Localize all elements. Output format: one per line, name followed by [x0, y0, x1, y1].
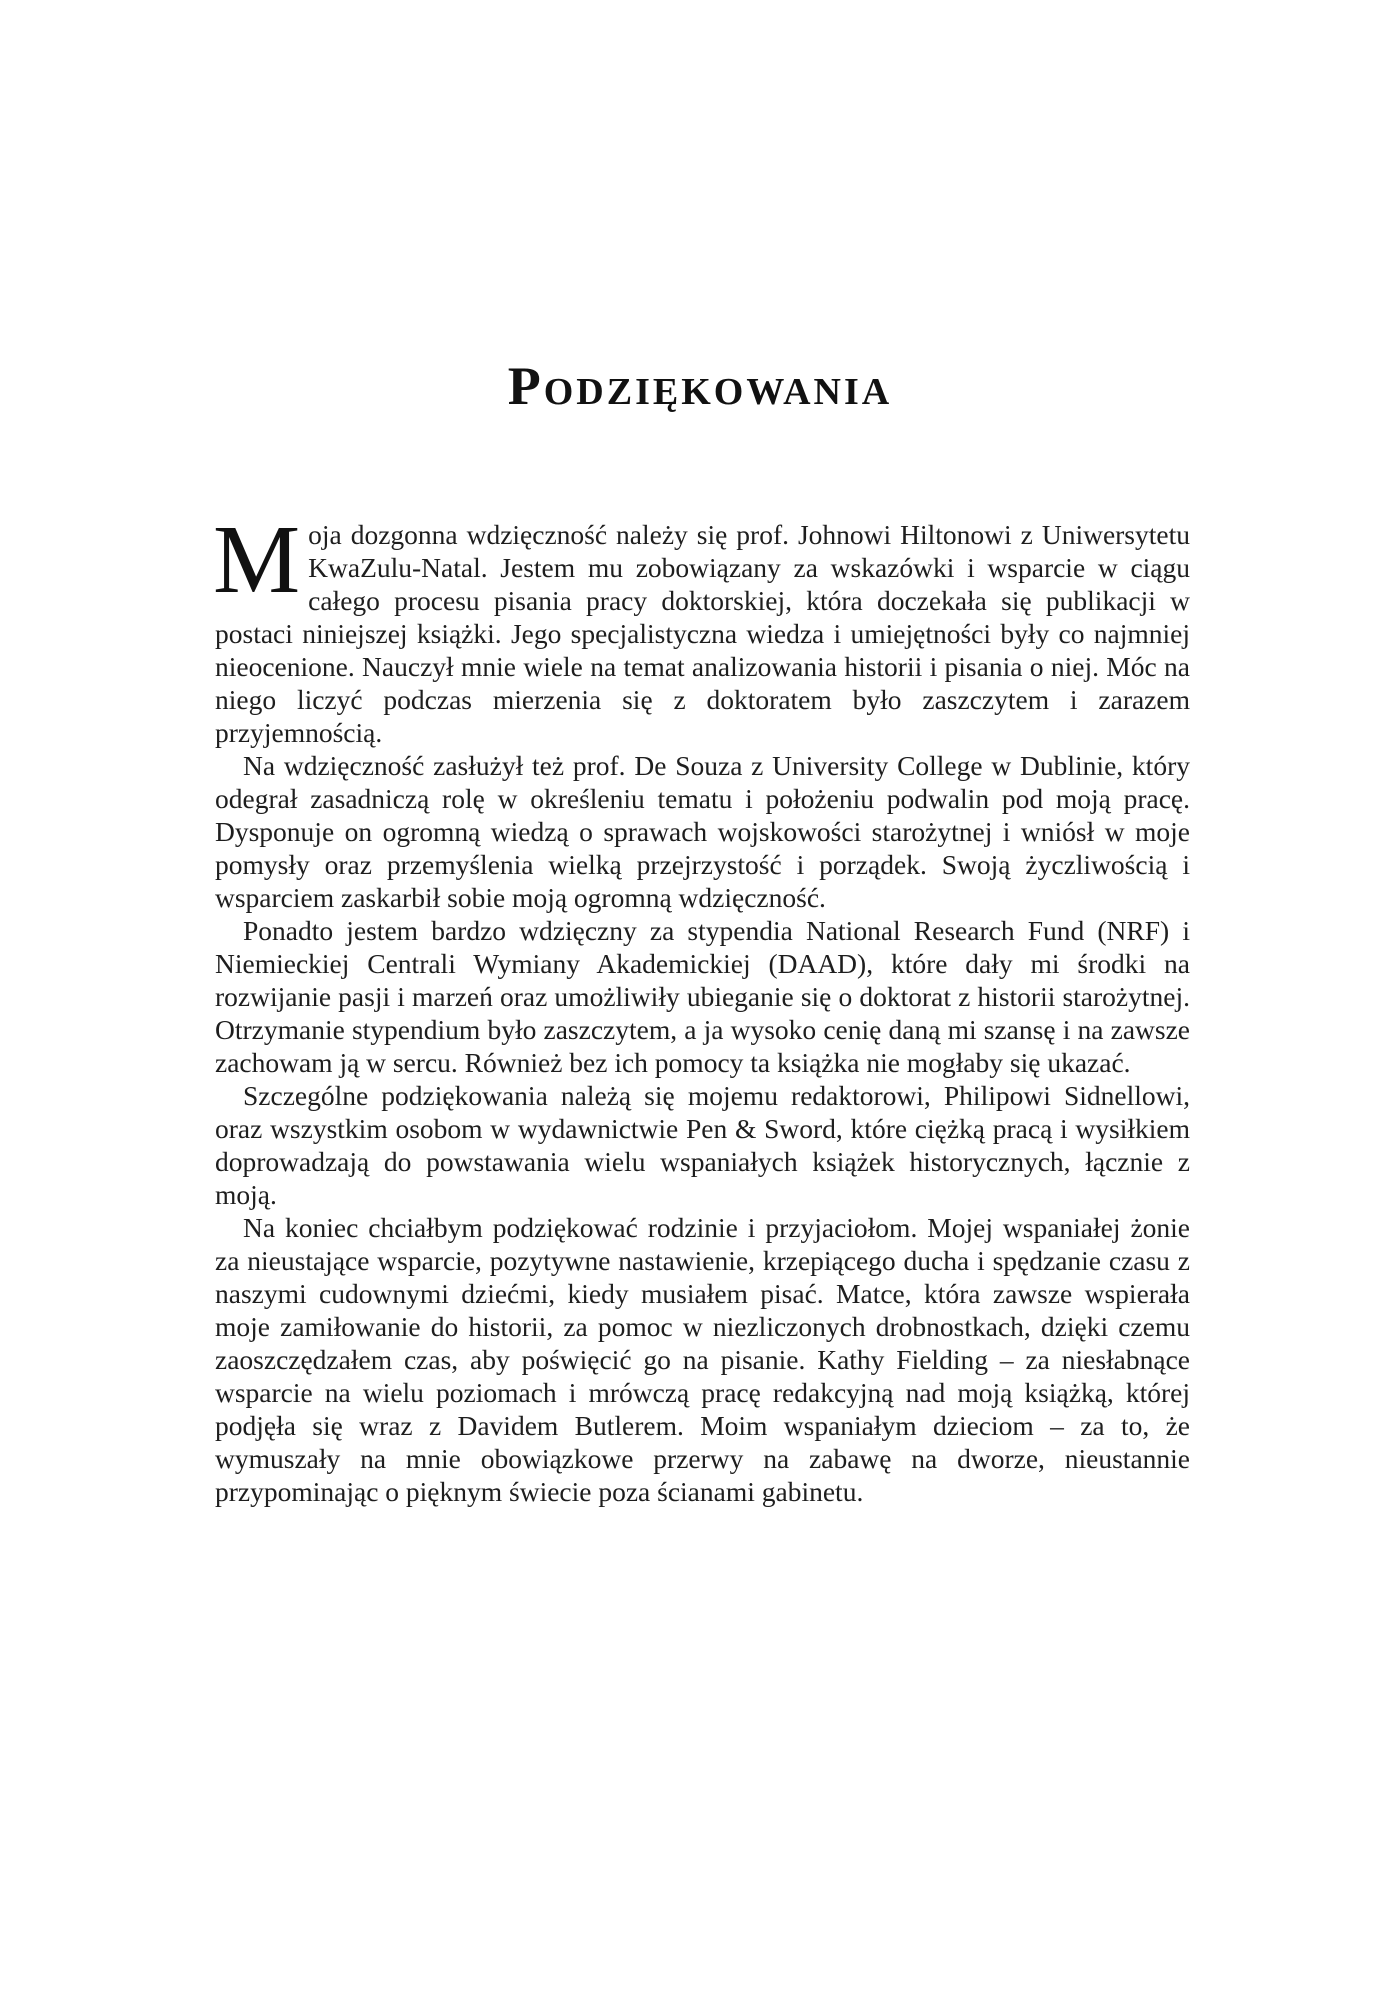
paragraph-1 — [213, 506, 1190, 749]
drop-cap: M — [213, 506, 301, 614]
paragraph-1-text: oja dozgonna wdzięczność należy się prof. Johnowi Hiltonowi z Uniwersytetu KwaZulu-Natal. Jestem mu zobowiązany za wskazówki i wsparcie w ciągu całego procesu pisania pracy doktorskiej, która doczekała się publikacji w postaci niniejszej książki. Jego specjalistyczna wiedza i umiejętności były co najmniej nieocenione. Nauczył mnie wiele na temat analizowania historii i pisania o niej. Móc na niego liczyć podczas mierzenia się z doktoratem było zaszczytem i zarazem przyjemnością. — [215, 519, 1190, 748]
paragraph-5: Na koniec chciałbym podziękować rodzinie i przyjaciołom. Mojej wspaniałej żonie za nieustające wsparcie, pozytywne nastawienie, krzepiącego ducha i spędzanie czasu z naszymi cudownymi dziećmi, kiedy musiałem pisać. Matce, która zawsze wspierała moje zamiłowanie do historii, za pomoc w niezliczonych drobnostkach, dzięki czemu zaoszczędzałem czas, aby poświęcić go na pisanie. Kathy Fielding – za niesłabnące wsparcie na wielu poziomach i mrówczą pracę redakcyjną nad moją książką, której podjęła się wraz z Davidem Butlerem. Moim wspaniałym dzieciom – za to, że wymuszały na mnie obowiązkowe przerwy na zabawę na dworze, nieustannie przypominając o pięknym świecie poza ścianami gabinetu. — [215, 1212, 1190, 1507]
paragraph-4: Szczególne podziękowania należą się mojemu redaktorowi, Philipowi Sidnellowi, oraz wszystkim osobom w wydawnictwie Pen & Sword, które ciężką pracą i wysiłkiem doprowadzają do powstawania wielu wspaniałych książek historycznych, łącznie z moją. — [215, 1080, 1190, 1210]
acknowledgements-body — [213, 506, 1190, 1508]
paragraph-2: Na wdzięczność zasłużył też prof. De Souza z University College w Dublinie, który odegrał zasadniczą rolę w określeniu tematu i położeniu podwalin pod moją pracę. Dysponuje on ogromną wiedzą o sprawach wojskowości starożytnej i wniósł w moje pomysły oraz przemyślenia wielką przejrzystość i porządek. Swoją życzliwością i wsparciem zaskarbił sobie moją ogromną wdzięczność. — [215, 750, 1190, 913]
chapter-title: Podziękowania — [507, 356, 893, 416]
paragraph-3: Ponadto jestem bardzo wdzięczny za stypendia National Research Fund (NRF) i Niemieckiej Centrali Wymiany Akademickiej (DAAD), które dały mi środki na rozwijanie pasji i marzeń oraz umożliwiły ubieganie się o doktorat z historii starożytnej. Otrzymanie stypendium było zaszczytem, a ja wysoko cenię daną mi szansę i na zawsze zachowam ją w sercu. Również bez ich pomocy ta książka nie mogłaby się ukazać. — [215, 915, 1190, 1078]
